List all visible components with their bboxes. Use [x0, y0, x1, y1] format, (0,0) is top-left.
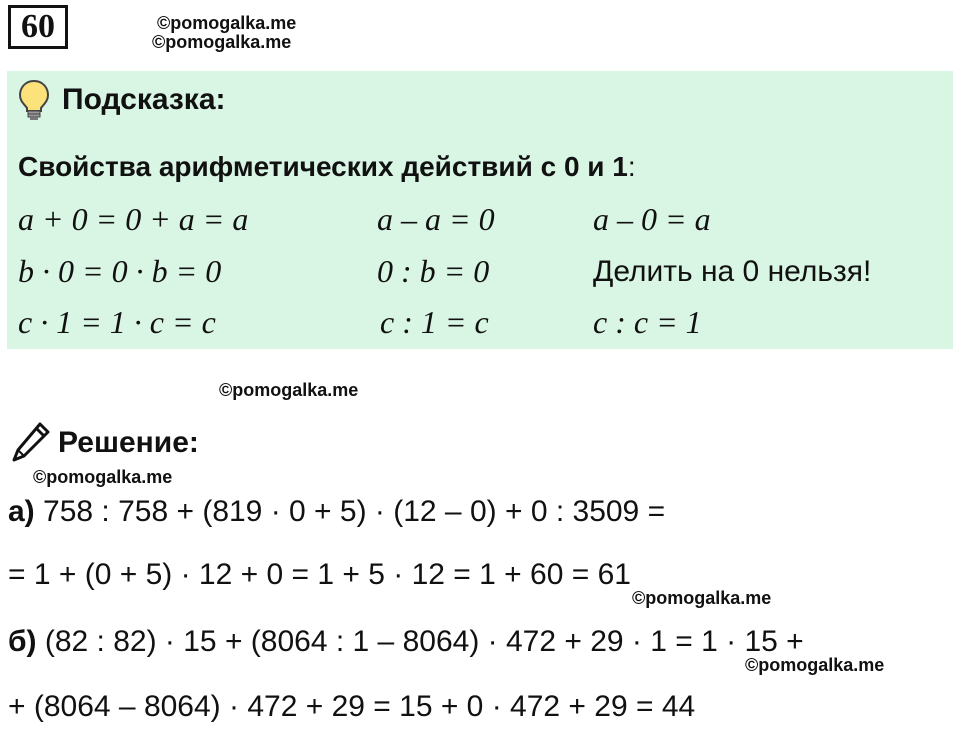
- pencil-icon: [10, 420, 52, 469]
- watermark: ©pomogalka.me: [157, 13, 297, 33]
- solution-text: (82 : 82) · 15 + (8064 : 1 – 8064) · 472 + 29 · 1 = 1 · 15 +: [36, 625, 804, 658]
- part-label-b: б): [8, 625, 37, 658]
- part-label-a: а): [8, 495, 35, 528]
- solution-text: + (8064 – 8064) · 472 + 29 = 15 + 0 · 472 + 29 = 44: [8, 690, 696, 723]
- properties-title-colon: :: [627, 151, 636, 182]
- formula: a + 0 = 0 + a = a: [18, 201, 249, 237]
- solution-text: = 1 + (0 + 5) · 12 + 0 = 1 + 5 · 12 = 1 + 60 = 61: [8, 558, 631, 591]
- formula: a – a = 0: [377, 201, 495, 237]
- properties-title-text: Свойства арифметических действий с 0 и 1: [18, 151, 628, 182]
- watermark: ©pomogalka.me: [632, 588, 772, 608]
- solution-line-b1: [8, 625, 804, 659]
- solution-text: 758 : 758 + (819 · 0 + 5) · (12 – 0) + 0 : 3509 =: [34, 495, 666, 528]
- formula: a – 0 = a: [593, 201, 711, 237]
- formula: c : c = 1: [593, 304, 702, 340]
- properties-title: [18, 151, 636, 183]
- task-number: 60: [8, 5, 68, 49]
- solution-line-a1: [8, 495, 665, 529]
- formula: c · 1 = 1 · c = c: [18, 304, 216, 340]
- solution-line-b2: [8, 690, 695, 724]
- formula: b · 0 = 0 · b = 0: [18, 253, 222, 289]
- formula-note: Делить на 0 нельзя!: [593, 255, 872, 288]
- formula: 0 : b = 0: [377, 253, 490, 289]
- watermark: ©pomogalka.me: [33, 467, 173, 487]
- hint-box: [7, 71, 953, 349]
- lightbulb-icon: [17, 79, 51, 126]
- watermark: ©pomogalka.me: [745, 655, 885, 675]
- watermark: ©pomogalka.me: [152, 32, 292, 52]
- solution-line-a2: [8, 558, 631, 592]
- formula: c : 1 = c: [380, 304, 489, 340]
- hint-title: Подсказка:: [62, 83, 226, 116]
- solution-title: Решение:: [58, 426, 199, 459]
- watermark: ©pomogalka.me: [219, 380, 359, 400]
